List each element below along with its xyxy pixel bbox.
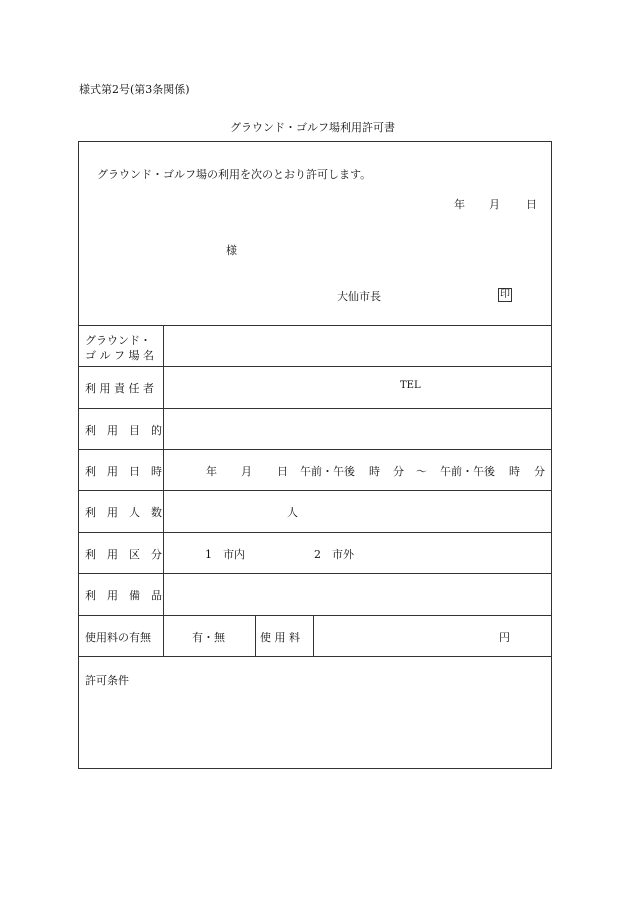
date-year: 年: [454, 198, 465, 211]
datetime-month: 月: [241, 465, 252, 478]
datetime-min-end: 分: [534, 465, 545, 478]
datetime-hour-start: 時: [369, 465, 380, 478]
page-title: グラウンド・ゴルフ場利用許可書: [230, 121, 395, 134]
equipment-label: 利 用 備 品: [85, 589, 162, 602]
date-month: 月: [489, 198, 500, 211]
row-divider: [79, 573, 551, 574]
fee-label: 使 用 料: [260, 631, 300, 644]
venue-label-line2: ゴ ル フ 場 名: [85, 349, 154, 362]
venue-label-line1: グラウンド・: [85, 334, 151, 347]
row-divider: [79, 366, 551, 367]
purpose-label: 利 用 目 的: [85, 424, 162, 437]
row-divider: [79, 615, 551, 616]
conditions-label: 許可条件: [85, 674, 129, 687]
fee-unit: 円: [499, 631, 510, 644]
category-option-inside: 1 市内: [205, 548, 245, 561]
manager-tel: TEL: [400, 380, 421, 391]
permit-statement: グラウンド・ゴルフ場の利用を次のとおり許可します。: [97, 168, 372, 181]
category-option-outside: 2 市外: [314, 548, 354, 561]
manager-label: 利 用 責 任 者: [85, 382, 154, 395]
datetime-year: 年: [206, 465, 217, 478]
category-label: 利 用 区 分: [85, 548, 162, 561]
row-divider: [79, 490, 551, 491]
row-divider: [79, 449, 551, 450]
fee-exist-label: 使用料の有無: [85, 631, 151, 644]
row-divider: [79, 408, 551, 409]
fee-exist-value: 有・無: [192, 631, 225, 644]
datetime-tilde: ～: [416, 465, 427, 478]
datetime-min-start: 分: [393, 465, 404, 478]
datetime-ampm-start: 午前・午後: [300, 465, 355, 478]
row-divider: [79, 656, 551, 657]
datetime-label: 利 用 日 時: [85, 465, 162, 478]
people-unit: 人: [287, 506, 298, 519]
datetime-ampm-end: 午前・午後: [440, 465, 495, 478]
row-divider: [79, 325, 551, 326]
fee-column-divider: [313, 615, 314, 656]
datetime-hour-end: 時: [509, 465, 520, 478]
fee-column-divider: [255, 615, 256, 656]
people-label: 利 用 人 数: [85, 506, 162, 519]
row-divider: [79, 532, 551, 533]
issuer: 大仙市長: [337, 290, 381, 303]
label-column-divider: [163, 325, 164, 656]
permit-form: [78, 141, 552, 769]
seal-text: 印: [500, 289, 510, 300]
form-number: 様式第2号(第3条関係): [79, 83, 190, 96]
addressee-suffix: 様: [226, 244, 237, 257]
datetime-day: 日: [277, 465, 288, 478]
date-day: 日: [526, 198, 537, 211]
seal-mark: [498, 287, 512, 302]
